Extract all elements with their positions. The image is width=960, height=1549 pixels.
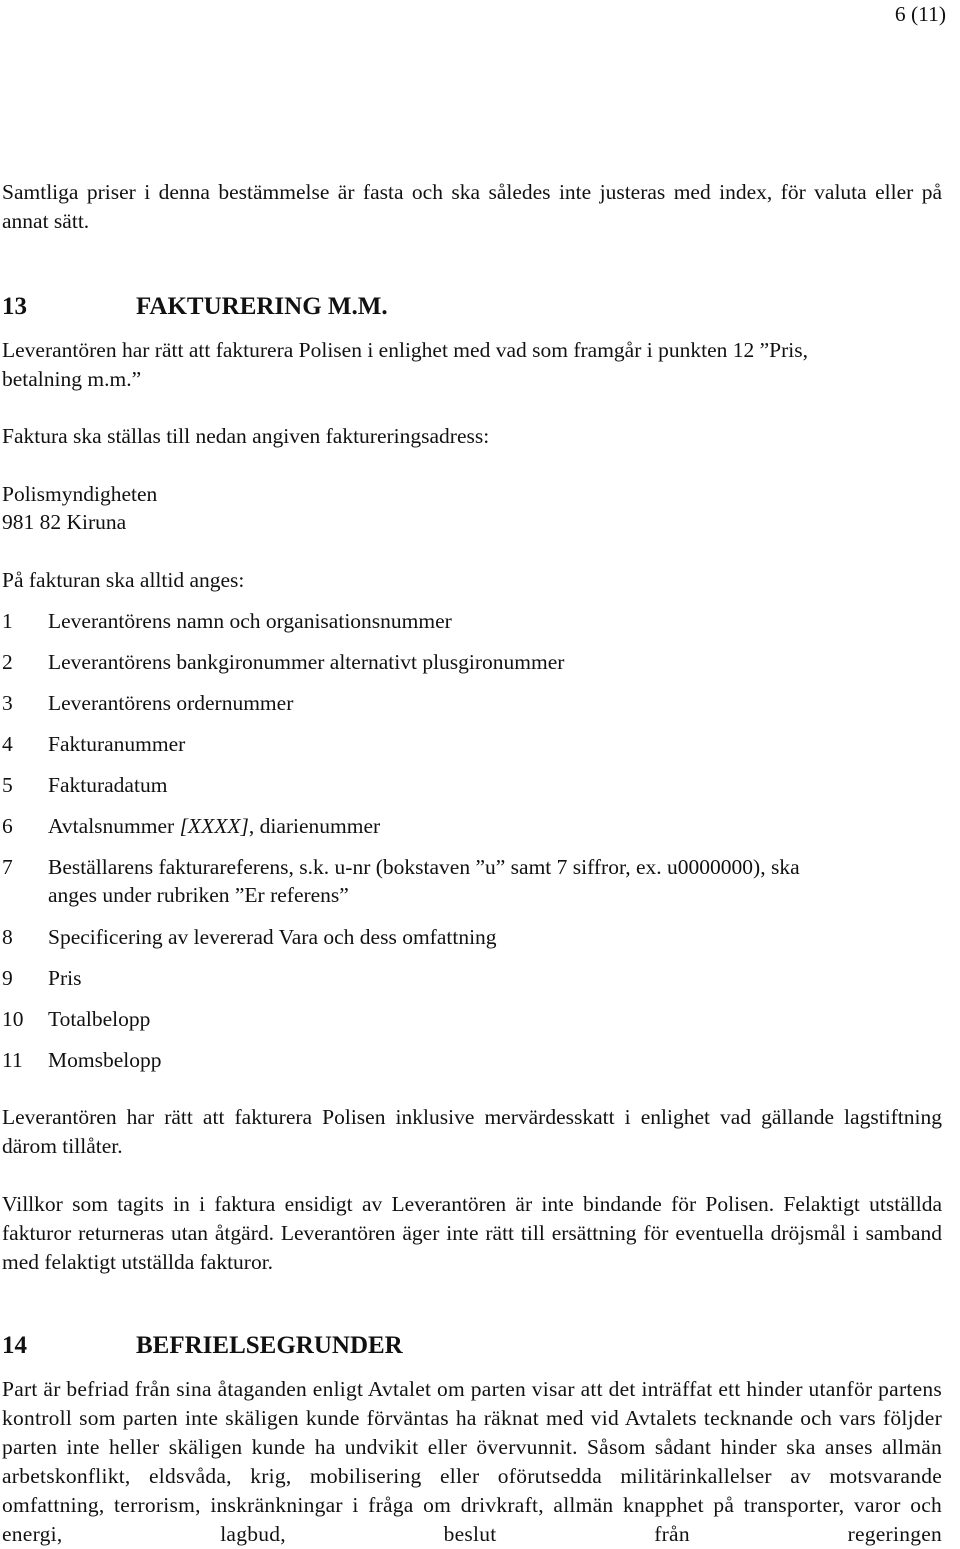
address-line-2: 981 82 Kiruna <box>2 510 127 534</box>
list-item-number: 6 <box>2 814 13 838</box>
diary-number-label: , diarienummer <box>248 814 381 838</box>
section-13-title: FAKTURERING M.M. <box>136 293 388 320</box>
list-item-text: Fakturadatum <box>48 773 168 797</box>
list-item-text: Leverantörens ordernummer <box>48 691 294 715</box>
section-14-number: 14 <box>2 1332 27 1359</box>
list-item-number: 2 <box>2 650 13 674</box>
list-item-text: Beställarens fakturareferens, s.k. u-nr (bokstaven ”u” samt 7 siffror, ex. u0000000), ska <box>48 855 800 879</box>
section-14-paragraph: Part är befriad från sina åtaganden enligt Avtalet om parten visar att det inträffat ett hinder utanför partens kontroll som parten inte skäligen kunde förväntas ha räknat med vid Avtalets tecknande och vars följder parten inte heller skäligen kunde ha undvikit eller övervunnit. Såsom sådant hinder ska anses allmän arbetskonflikt, eldsvåda, krig, mobilisering eller oförutsedda militärinkallelser av motsvarande omfattning, terrorism, inskränkningar i fråga om drivkraft, allmän knapphet på transporter, varor och energi, lagbud, beslut från regeringen <box>2 1377 942 1546</box>
section-14-heading <box>2 1331 403 1361</box>
list-item-text <box>48 812 942 840</box>
list-item-number: 8 <box>2 925 13 949</box>
contract-number-placeholder: [XXXX] <box>179 814 249 838</box>
invoice-list-intro: På fakturan ska alltid anges: <box>2 568 245 592</box>
list-item-text: Fakturanummer <box>48 732 186 756</box>
list-item-text: Totalbelopp <box>48 1007 151 1031</box>
list-item-number: 4 <box>2 732 13 756</box>
invoice-address-intro: Faktura ska ställas till nedan angiven faktureringsadress: <box>2 424 490 448</box>
section-13-number: 13 <box>2 293 27 320</box>
list-item-text: Leverantörens bankgironummer alternativt plusgironummer <box>48 650 565 674</box>
list-item-number: 7 <box>2 855 13 879</box>
list-item-text: Momsbelopp <box>48 1048 162 1072</box>
list-item-number: 5 <box>2 773 13 797</box>
list-item-number: 3 <box>2 691 13 715</box>
list-item-number: 9 <box>2 966 13 990</box>
section-13-vat-paragraph: Leverantören har rätt att fakturera Polisen inklusive mervärdesskatt i enlighet vad gällande lagstiftning därom tillåter. <box>2 1105 942 1158</box>
section-13-heading <box>2 292 388 322</box>
list-item-number: 11 <box>2 1048 23 1072</box>
list-item-text: Pris <box>48 966 82 990</box>
list-item-text-continued: anges under rubriken ”Er referens” <box>48 883 349 907</box>
section-14-title: BEFRIELSEGRUNDER <box>136 1332 403 1359</box>
section-13-terms-paragraph: Villkor som tagits in i faktura ensidigt av Leverantören är inte bindande för Polisen. Felaktigt utställda fakturor returneras utan åtgärd. Leverantören äger inte rätt till ersättning för eventuella dröjsmål i samband med felaktigt utställda fakturor. <box>2 1192 942 1274</box>
list-item-text: Specificering av levererad Vara och dess omfattning <box>48 925 497 949</box>
section-13-paragraph-1-line-1: Leverantören har rätt att fakturera Polisen i enlighet med vad som framgår i punkten 12 ”Pris, <box>2 338 808 362</box>
list-item-number: 10 <box>2 1007 24 1031</box>
contract-number-label: Avtalsnummer <box>48 814 180 838</box>
intro-paragraph: Samtliga priser i denna bestämmelse är fasta och ska således inte justeras med index, för valuta eller på annat sätt. <box>2 180 942 233</box>
section-13-paragraph-1-line-2: betalning m.m.” <box>2 367 142 391</box>
list-item-text: Leverantörens namn och organisationsnummer <box>48 609 452 633</box>
address-line-1: Polismyndigheten <box>2 482 158 506</box>
page-number: 6 (11) <box>894 2 946 26</box>
list-item-number: 1 <box>2 609 13 633</box>
